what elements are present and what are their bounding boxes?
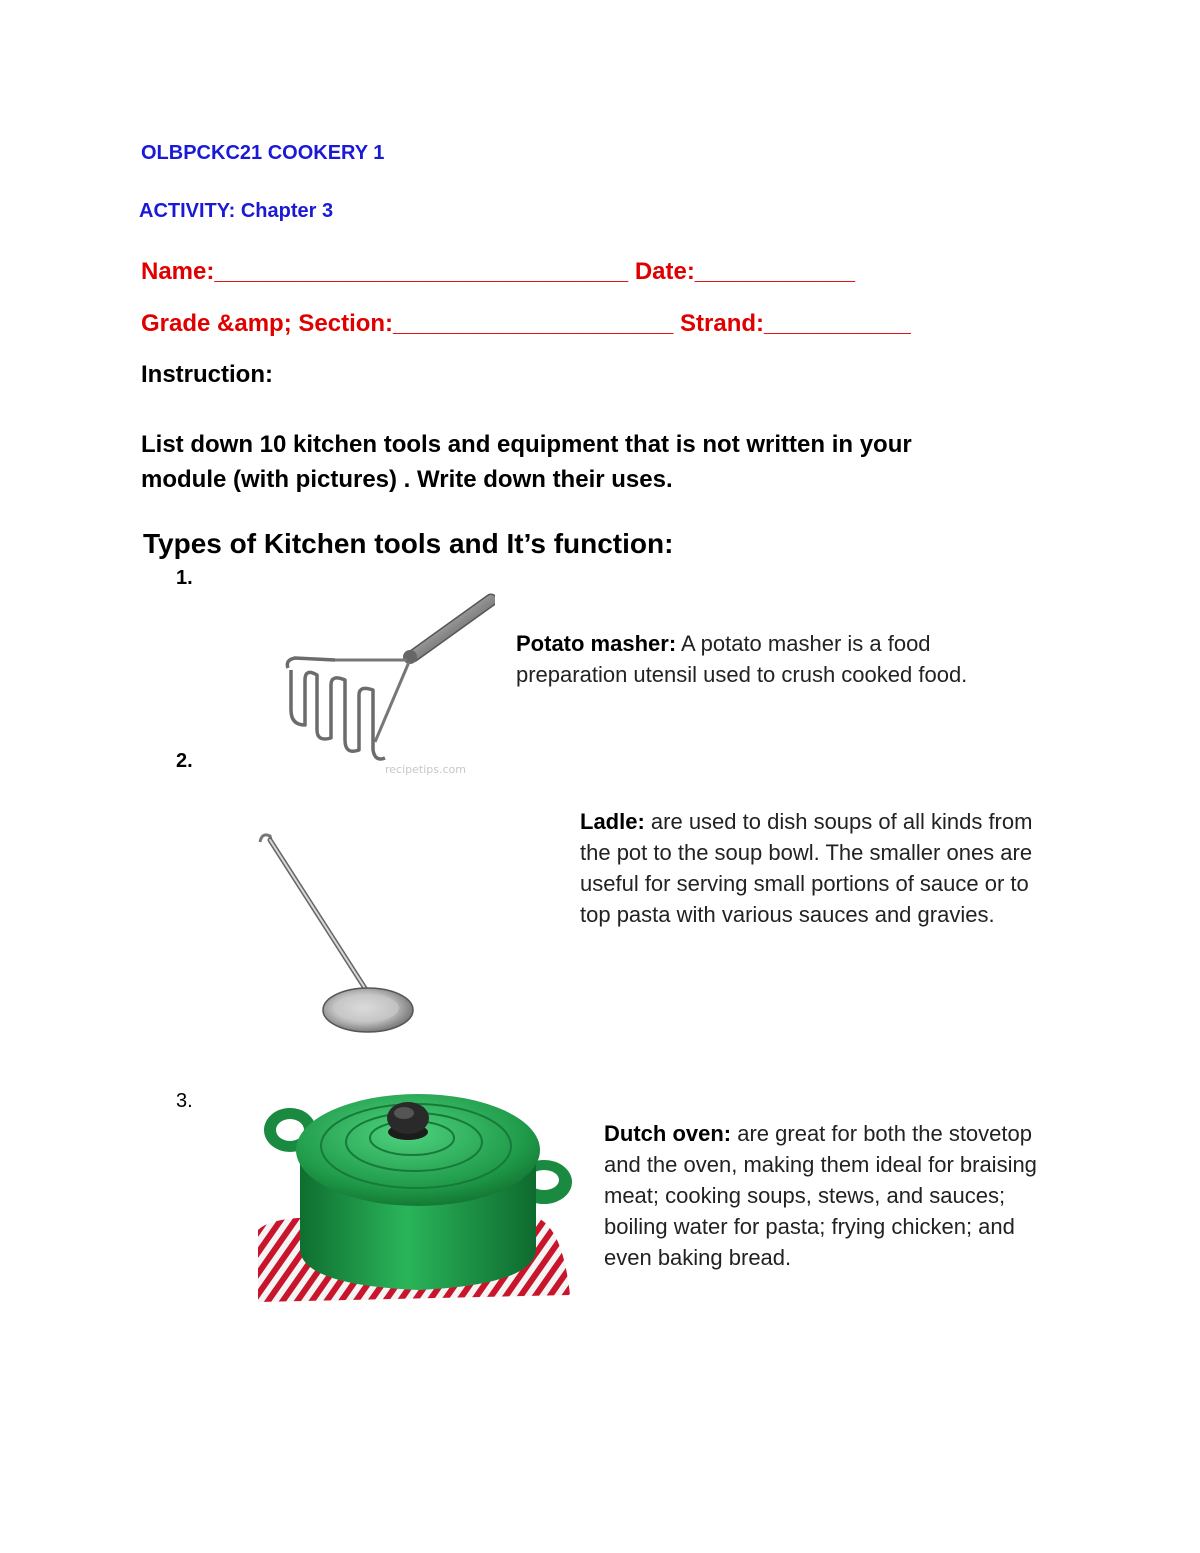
instruction-text: List down 10 kitchen tools and equipment that is not written in your module (with pictures) . Write down their uses. [141, 431, 912, 493]
item-description-3 [604, 1118, 1054, 1273]
item-name-3: Dutch oven: [604, 1121, 732, 1146]
section-title: Types of Kitchen tools and It’s function: [143, 528, 674, 559]
activity-title: ACTIVITY: Chapter 3 [139, 200, 334, 222]
item-text-3: are great for both the stovetop and the oven, making them ideal for braising meat; cooking soups, stews, and sauces; boiling water for pasta; frying chicken; and even baking bread. [604, 1121, 1037, 1270]
item-name-2: Ladle: [580, 809, 645, 834]
name-date-row [141, 258, 855, 286]
item-number-2: 2. [176, 750, 193, 772]
strand-field[interactable]: ___________ [764, 310, 911, 337]
item-name-1: Potato masher: [516, 631, 677, 656]
item-description-1 [516, 628, 1016, 690]
name-label: Name: [141, 258, 215, 285]
course-title: OLBPCKC21 COOKERY 1 [141, 142, 385, 164]
name-field[interactable]: _______________________________ [214, 258, 629, 285]
instruction-label: Instruction: [141, 361, 273, 388]
grade-strand-row [141, 310, 911, 338]
grade-section-field[interactable]: _____________________ [393, 310, 674, 337]
item-text-2: are used to dish soups of all kinds from the pot to the soup bowl. The smaller ones are useful for serving small portions of sauce or to top pasta with various sauces and gravies. [580, 809, 1033, 927]
item-text-1: A potato masher is a food preparation utensil used to crush cooked food. [516, 631, 968, 687]
ladle-image [250, 828, 420, 1043]
item-number-3: 3. [176, 1090, 193, 1112]
date-field[interactable]: ____________ [694, 258, 855, 285]
date-label: Date: [634, 258, 695, 285]
strand-label: Strand: [680, 310, 765, 337]
item-description-2 [580, 806, 1050, 930]
dutch-oven-image [258, 1080, 573, 1302]
watermark-text: recipetips.com [385, 763, 466, 776]
potato-masher-image [255, 590, 495, 780]
grade-section-label: Grade &amp; Section: [141, 310, 394, 337]
item-number-1: 1. [176, 567, 193, 589]
